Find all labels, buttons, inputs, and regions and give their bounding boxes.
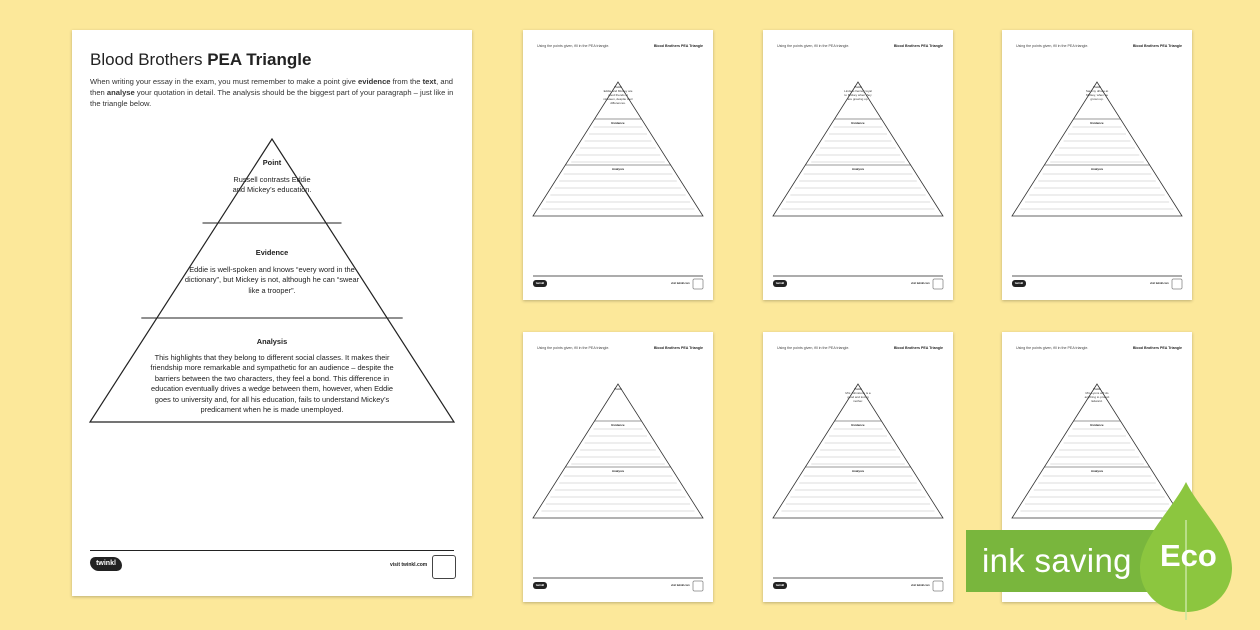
mini-point-area bbox=[603, 85, 633, 105]
intro-text: from the bbox=[390, 77, 423, 86]
mini-point-area bbox=[1082, 85, 1112, 101]
mini-analysis-label: Analysis bbox=[1090, 469, 1104, 473]
intro-keyword: text bbox=[422, 77, 437, 86]
mini-evidence-label: Evidence bbox=[851, 121, 865, 125]
mini-pea-triangle bbox=[763, 332, 953, 602]
mini-header-title: Blood Brothers PEA Triangle bbox=[653, 346, 703, 350]
mini-analysis-label: Analysis bbox=[611, 167, 625, 171]
mini-point-label: Point bbox=[854, 85, 862, 89]
mini-point-text: Mrs Lyons will do anything to protect Edward. bbox=[1084, 391, 1110, 403]
mini-worksheet bbox=[523, 332, 713, 602]
visit-link: visit twinkl.com bbox=[390, 562, 428, 568]
mini-header-title: Blood Brothers PEA Triangle bbox=[653, 44, 703, 48]
point-section bbox=[232, 158, 312, 196]
mini-instruction: Using the points given, fill in the PEA triangle. bbox=[1016, 44, 1089, 48]
mini-pea-triangle bbox=[763, 30, 953, 300]
mini-analysis-label: Analysis bbox=[611, 469, 625, 473]
point-text: Russell contrasts Eddie and Mickey’s education. bbox=[232, 174, 312, 194]
mini-pea-triangle bbox=[523, 30, 713, 300]
mini-point-label: Point bbox=[614, 85, 622, 89]
mini-header-title: Blood Brothers PEA Triangle bbox=[893, 44, 943, 48]
analysis-section bbox=[146, 337, 398, 416]
analysis-heading: Analysis bbox=[256, 337, 288, 346]
mini-analysis-label: Analysis bbox=[851, 167, 865, 171]
mini-point-label: Point bbox=[854, 387, 862, 391]
evidence-text: Eddie is well-spoken and knows “every word in the dictionary”, but Mickey is not, although he can “swear like a trooper”. bbox=[184, 264, 360, 295]
evidence-section bbox=[182, 248, 362, 296]
badge-icon bbox=[432, 555, 456, 579]
eco-label: Eco bbox=[1160, 538, 1217, 573]
analysis-text: This highlights that they belong to different social classes. It makes their friendship more remarkable and sympathetic for an audience – despite the barriers between the two characters, they feel a bond. This difference in education eventually drives a wedge between them, however, when Eddie goes to university and, for all his education, fails to understand Mickey’s predicament when he is made unemployed. bbox=[150, 352, 394, 414]
mini-pea-triangle bbox=[523, 332, 713, 602]
mini-header-title: Blood Brothers PEA Triangle bbox=[1132, 346, 1182, 350]
mini-point-label: Point bbox=[614, 387, 622, 391]
mini-visit-link: visit twinkl.com bbox=[1150, 282, 1169, 285]
mini-point-text: Linda is fiercely loyal to Mickey when they are growing up. bbox=[844, 89, 872, 101]
evidence-heading: Evidence bbox=[255, 248, 289, 257]
mini-analysis-label: Analysis bbox=[1090, 167, 1104, 171]
ink-saving-label: ink saving bbox=[982, 542, 1132, 579]
mini-twinkl-logo: twinkl bbox=[535, 281, 545, 285]
mini-instruction: Using the points given, fill in the PEA triangle. bbox=[777, 44, 850, 48]
mini-evidence-label: Evidence bbox=[1090, 423, 1104, 427]
mini-twinkl-logo: twinkl bbox=[775, 281, 785, 285]
intro-keyword: evidence bbox=[358, 77, 391, 86]
mini-evidence-label: Evidence bbox=[851, 423, 865, 427]
mini-instruction: Using the points given, fill in the PEA triangle. bbox=[777, 346, 850, 350]
mini-analysis-label: Analysis bbox=[851, 469, 865, 473]
mini-evidence-label: Evidence bbox=[611, 423, 625, 427]
mini-visit-link: visit twinkl.com bbox=[911, 584, 930, 587]
mini-worksheet bbox=[763, 332, 953, 602]
mini-instruction: Using the points given, fill in the PEA triangle. bbox=[1016, 346, 1089, 350]
mini-visit-link: visit twinkl.com bbox=[671, 282, 690, 285]
mini-point-text: Sammy drives at Mickey, when he grown up. bbox=[1085, 89, 1109, 101]
intro-keyword: analyse bbox=[106, 88, 135, 97]
mini-point-area bbox=[603, 387, 633, 391]
intro-text: When writing your essay in the exam, you must remember to make a point give bbox=[90, 77, 359, 86]
mini-point-area bbox=[843, 85, 873, 101]
mini-visit-link: visit twinkl.com bbox=[911, 282, 930, 285]
intro-text: your quotation in detail. The analysis should be the biggest part of your paragraph – just like in the triangle below. bbox=[90, 88, 454, 108]
mini-instruction: Using the points given, fill in the PEA triangle. bbox=[537, 346, 610, 350]
point-heading: Point bbox=[262, 158, 282, 167]
footer-divider bbox=[90, 550, 454, 551]
mini-point-label: Point bbox=[1093, 85, 1101, 89]
mini-header-title: Blood Brothers PEA Triangle bbox=[893, 346, 943, 350]
mini-header-title: Blood Brothers PEA Triangle bbox=[1132, 44, 1182, 48]
worksheet-title: Blood Brothers PEA Triangle bbox=[90, 50, 312, 69]
mini-visit-link: visit twinkl.com bbox=[671, 584, 690, 587]
mini-point-area bbox=[1082, 387, 1112, 403]
mini-worksheet bbox=[523, 30, 713, 300]
mini-point-area bbox=[843, 387, 873, 403]
mini-twinkl-logo: twinkl bbox=[535, 583, 545, 587]
pea-triangle bbox=[72, 30, 472, 596]
main-worksheet bbox=[72, 30, 472, 596]
mini-worksheet bbox=[1002, 30, 1192, 300]
mini-evidence-label: Evidence bbox=[611, 121, 625, 125]
intro-text: , and then bbox=[90, 77, 454, 97]
twinkl-logo: twinkl bbox=[90, 557, 122, 571]
mini-twinkl-logo: twinkl bbox=[775, 583, 785, 587]
mini-instruction: Using the points given, fill in the PEA triangle. bbox=[537, 44, 610, 48]
mini-point-text: Eddie and Mickey are good friends at nineteen, despite their differences. bbox=[603, 89, 633, 105]
mini-point-text: Mrs Johnstone is a good and loving mother. bbox=[845, 391, 871, 403]
mini-pea-triangle bbox=[1002, 30, 1192, 300]
mini-evidence-label: Evidence bbox=[1090, 121, 1104, 125]
mini-twinkl-logo: twinkl bbox=[1014, 281, 1024, 285]
mini-worksheet bbox=[763, 30, 953, 300]
mini-point-label: Point bbox=[1093, 387, 1101, 391]
